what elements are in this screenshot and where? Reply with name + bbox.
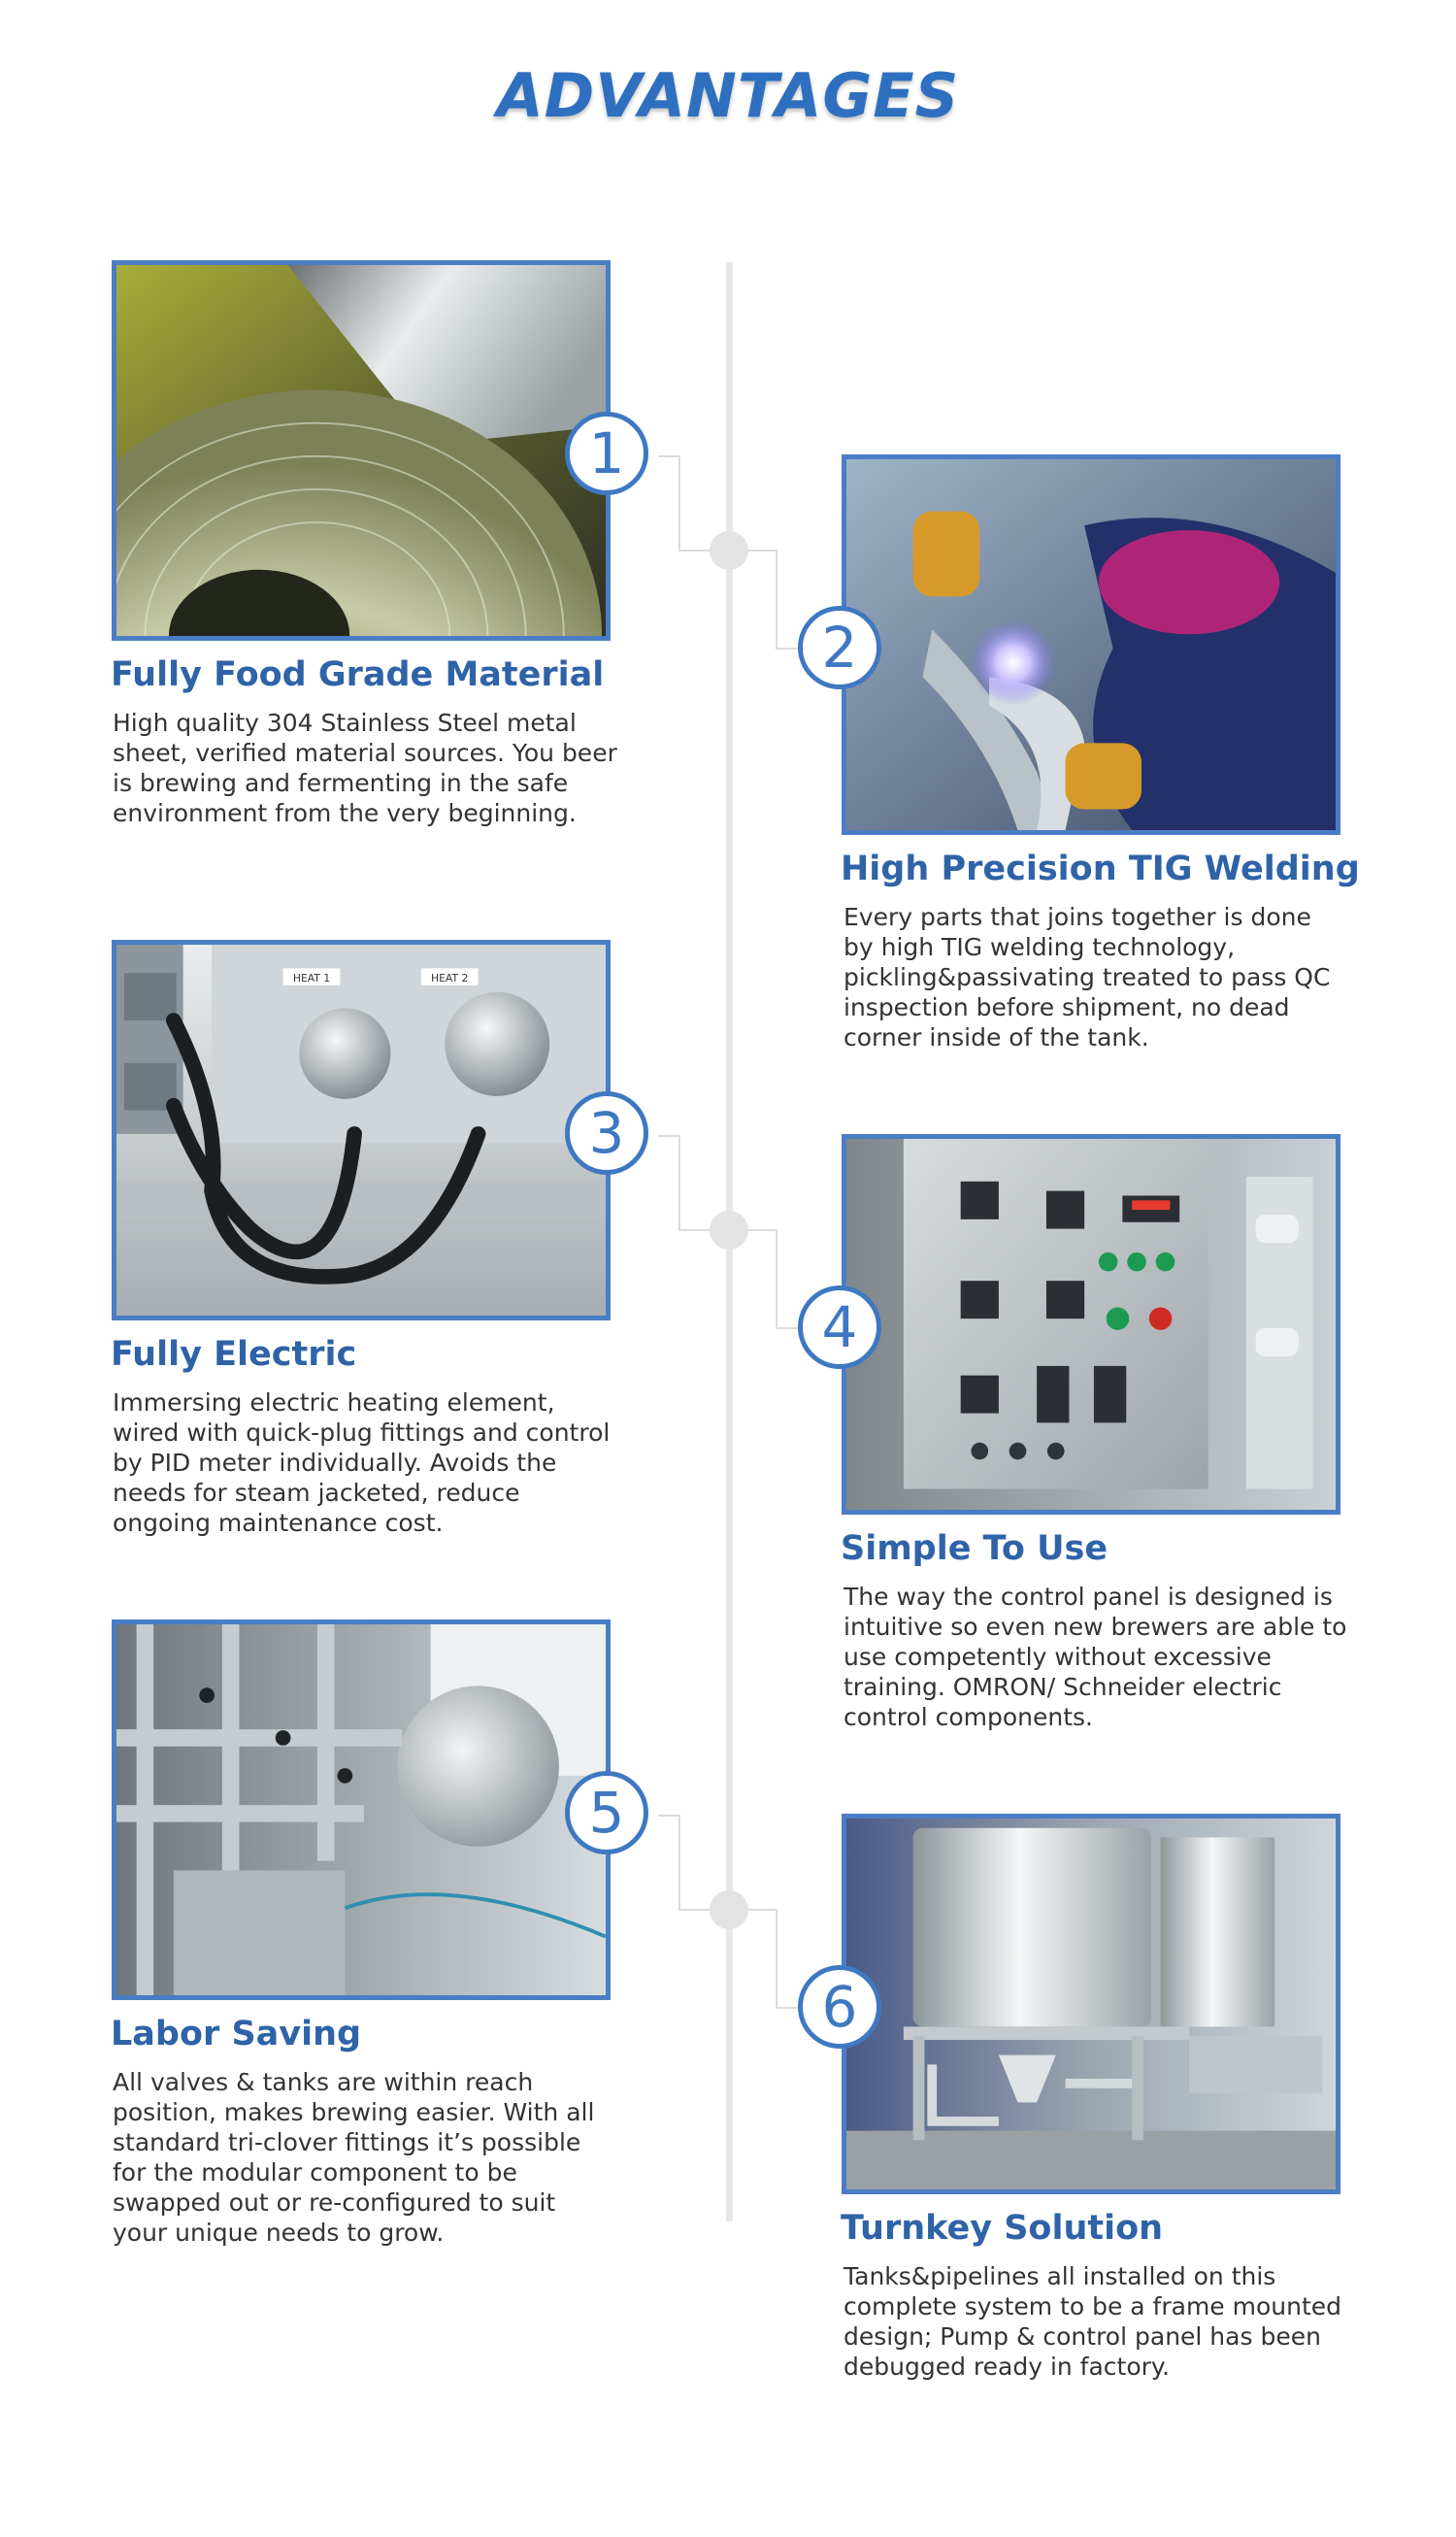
photo-stainless-steel-coil xyxy=(112,260,611,641)
heat-2-label: HEAT 2 xyxy=(431,972,469,985)
step-number-3: 3 xyxy=(565,1091,648,1175)
advantage-description: All valves & tanks are within reach position, makes brewing easier. With all standard tri-clover fittings it’s possible for the modular component to be swapped out or re-configured to suit your unique needs to grow. xyxy=(113,2068,595,2247)
photo-electric-heating xyxy=(112,940,611,1320)
photo-turnkey-system xyxy=(842,1814,1340,2194)
advantage-description: Immersing electric heating element, wired with quick-plug fittings and control by PID meter individually. Avoids the needs for steam jacketed, reduce ongoing maintenance cost. xyxy=(113,1388,611,1537)
advantage-heading: High Precision TIG Welding xyxy=(841,850,1360,888)
advantage-heading: Turnkey Solution xyxy=(841,2209,1164,2248)
photo-valves-tanks xyxy=(112,1619,611,2000)
advantage-heading: Labor Saving xyxy=(111,2015,362,2053)
advantage-heading: Fully Electric xyxy=(111,1335,357,1374)
photo-tig-welding xyxy=(842,454,1340,835)
step-number-4: 4 xyxy=(798,1285,881,1369)
advantage-description: The way the control panel is designed is intuitive so even new brewers are able to use competently without excessive training. OMRON/ Schneider electric control components. xyxy=(844,1583,1347,1731)
step-number-2: 2 xyxy=(798,606,881,689)
page-title: ADVANTAGES xyxy=(496,60,960,131)
advantage-description: Tanks&pipelines all installed on this complete system to be a frame mounted design; Pump & control panel has been debugged ready in factory. xyxy=(844,2262,1342,2381)
advantage-description: Every parts that joins together is done by high TIG welding technology, pickling&passivating treated to pass QC inspection before shipment, no dead corner inside of the tank. xyxy=(844,903,1331,1052)
advantage-description: High quality 304 Stainless Steel metal sheet, verified material sources. You beer is brewing and fermenting in the safe environment from the very beginning. xyxy=(113,709,617,827)
step-number-1: 1 xyxy=(565,412,648,495)
advantage-heading: Simple To Use xyxy=(841,1529,1109,1568)
heat-1-label: HEAT 1 xyxy=(292,972,331,985)
photo-control-panel xyxy=(842,1134,1340,1515)
advantage-heading: Fully Food Grade Material xyxy=(111,655,605,694)
step-number-5: 5 xyxy=(565,1771,648,1854)
step-number-6: 6 xyxy=(798,1965,881,2049)
